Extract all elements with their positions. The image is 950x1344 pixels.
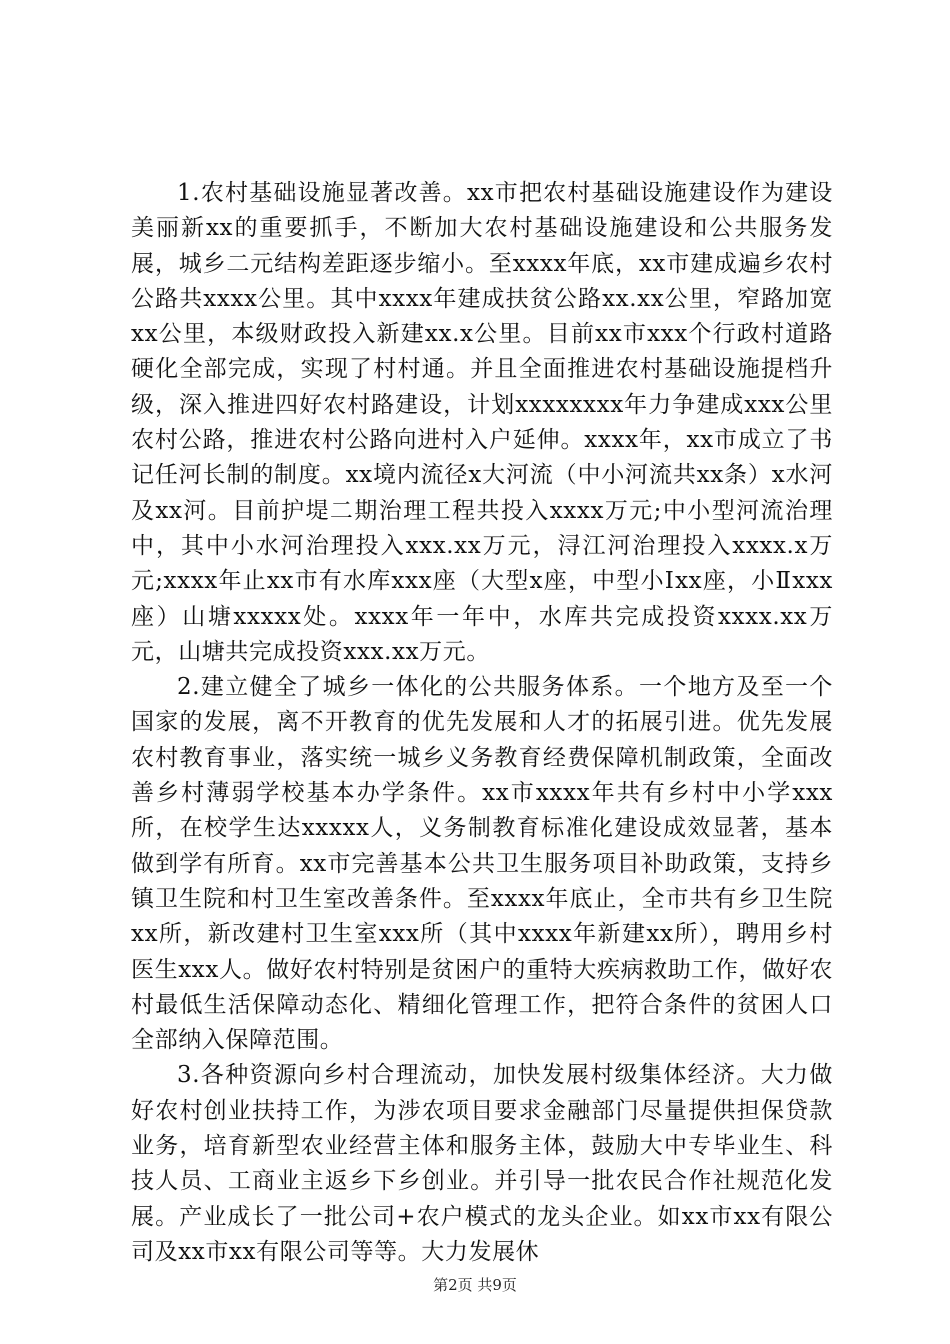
paragraph-resource-flow: 3.各种资源向乡村合理流动，加快发展村级集体经济。大力做好农村创业扶持工作，为涉农项目要求金融部门尽量提供担保贷款业务，培育新型农业经营主体和服务主体，鼓励大中专毕业生、科技人员、工商业主返乡下乡创业。并引导一批农民合作社规范化发展。产业成长了一批公司+农户模式的龙头企业。如xx市xx有限公司及xx市xx有限公司等等。大力发展休 <box>131 1062 833 1265</box>
document-body <box>131 176 833 1270</box>
paragraph-public-services: 2.建立健全了城乡一体化的公共服务体系。一个地方及至一个国家的发展，离不开教育的优先发展和人才的拓展引进。优先发展农村教育事业，落实统一城乡义务教育经费保障机制政策，全面改善乡村薄弱学校基本办学条件。xx市xxxx年共有乡村中小学xxx所，在校学生达xxxxx人，义务制教育标准化建设成效显著，基本做到学有所育。xx市完善基本公共卫生服务项目补助政策，支持乡镇卫生院和村卫生室改善条件。至xxxx年底止，全市共有乡卫生院xx所，新改建村卫生室xxx所（其中xxxx年新建xx所），聘用乡村医生xxx人。做好农村特别是贫困户的重特大疾病救助工作，做好农村最低生活保障动态化、精细化管理工作，把符合条件的贫困人口全部纳入保障范围。 <box>131 674 833 1054</box>
paragraph-rural-infrastructure: 1.农村基础设施显著改善。xx市把农村基础设施建设作为建设美丽新xx的重要抓手，不断加大农村基础设施建设和公共服务发展，城乡二元结构差距逐步缩小。至xxxx年底，xx市建成遍乡农村公路共xxxx公里。其中xxxx年建成扶贫公路xx.xx公里，窄路加宽xx公里，本级财政投入新建xx.x公里。目前xx市xxx个行政村道路硬化全部完成，实现了村村通。并且全面推进农村基础设施提档升级，深入推进四好农村路建设，计划xxxxxxxx年力争建成xxx公里农村公路，推进农村公路向进村入户延伸。xxxx年，xx市成立了书记任河长制的制度。xx境内流径x大河流（中小河流共xx条）x水河及xx河。目前护堤二期治理工程共投入xxxx万元;中小型河流治理中，其中小水河治理投入xxx.xx万元，浔江河治理投入xxxx.x万元;xxxx年止xx市有水库xxx座（大型x座，中型小Ⅰxx座，小Ⅱxxx座）山塘xxxxx处。xxxx年一年中，水库共完成投资xxxx.xx万元，山塘共完成投资xxx.xx万元。 <box>131 180 833 665</box>
page-footer: 第2页 共9页 <box>433 1276 517 1294</box>
